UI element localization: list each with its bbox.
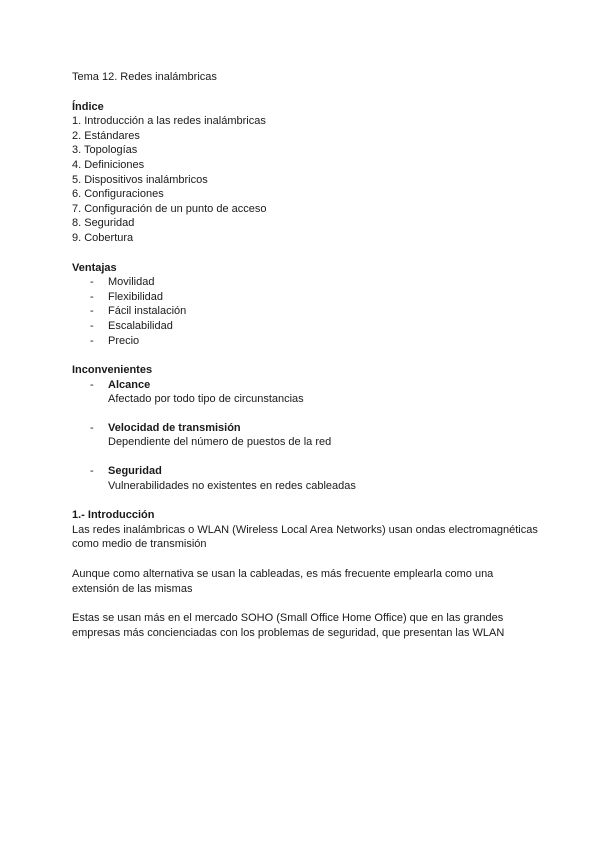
index-item: 6. Configuraciones <box>72 188 164 201</box>
drawback-description: Dependiente del número de puestos de la red <box>108 436 332 449</box>
document-title: Tema 12. Redes inalámbricas <box>72 71 217 83</box>
advantage-item <box>72 275 542 290</box>
advantage-item <box>72 304 542 319</box>
advantage-label: Precio <box>108 334 140 347</box>
drawback-title: Velocidad de transmisión <box>108 421 241 434</box>
advantage-label: Flexibilidad <box>108 290 164 303</box>
bullet-dash: - <box>90 290 94 303</box>
advantage-item <box>72 290 542 305</box>
bullet-dash: - <box>90 334 94 347</box>
drawback-description: Vulnerabilidades no existentes en redes cableadas <box>108 479 356 492</box>
advantage-label: Movilidad <box>108 276 155 289</box>
drawback-item <box>72 464 542 493</box>
index-heading: Índice <box>72 100 104 113</box>
bullet-dash: - <box>90 378 94 391</box>
index-item: 7. Configuración de un punto de acceso <box>72 202 267 215</box>
index-item: 5. Dispositivos inalámbricos <box>72 173 208 186</box>
intro-heading: 1.- Introducción <box>72 509 155 522</box>
drawback-item <box>72 421 542 450</box>
index-list <box>72 114 542 245</box>
bullet-dash: - <box>90 319 94 332</box>
index-item: 8. Seguridad <box>72 217 135 230</box>
index-item: 1. Introducción a las redes inalámbricas <box>72 115 266 128</box>
drawback-title: Alcance <box>108 378 151 391</box>
index-item: 4. Definiciones <box>72 158 145 171</box>
document-page <box>72 70 542 640</box>
bullet-dash: - <box>90 276 94 289</box>
bullet-dash: - <box>90 465 94 478</box>
advantage-item <box>72 319 542 334</box>
advantages-heading: Ventajas <box>72 261 117 274</box>
drawbacks-heading: Inconvenientes <box>72 364 153 377</box>
index-item: 2. Estándares <box>72 129 140 142</box>
advantage-label: Fácil instalación <box>108 305 187 318</box>
advantage-label: Escalabilidad <box>108 319 173 332</box>
bullet-dash: - <box>90 305 94 318</box>
bullet-dash: - <box>90 421 94 434</box>
intro-paragraph: Las redes inalámbricas o WLAN (Wireless Local Area Networks) usan ondas electromagnéticas como medio de transmisión <box>72 523 538 551</box>
drawback-item <box>72 378 542 407</box>
intro-paragraph: Estas se usan más en el mercado SOHO (Small Office Home Office) que en las grandes empresas más concienciadas con los problemas de seguridad, que presentan las WLAN <box>72 612 505 639</box>
drawback-title: Seguridad <box>108 465 162 478</box>
drawback-description: Afectado por todo tipo de circunstancias <box>108 393 304 406</box>
advantage-item <box>72 334 542 349</box>
index-item: 9. Cobertura <box>72 231 134 244</box>
intro-paragraph: Aunque como alternativa se usan la cableadas, es más frecuente emplearla como una extensión de las mismas <box>72 568 494 595</box>
index-item: 3. Topologías <box>72 144 138 157</box>
drawbacks-list <box>72 378 542 494</box>
advantages-list <box>72 275 542 348</box>
